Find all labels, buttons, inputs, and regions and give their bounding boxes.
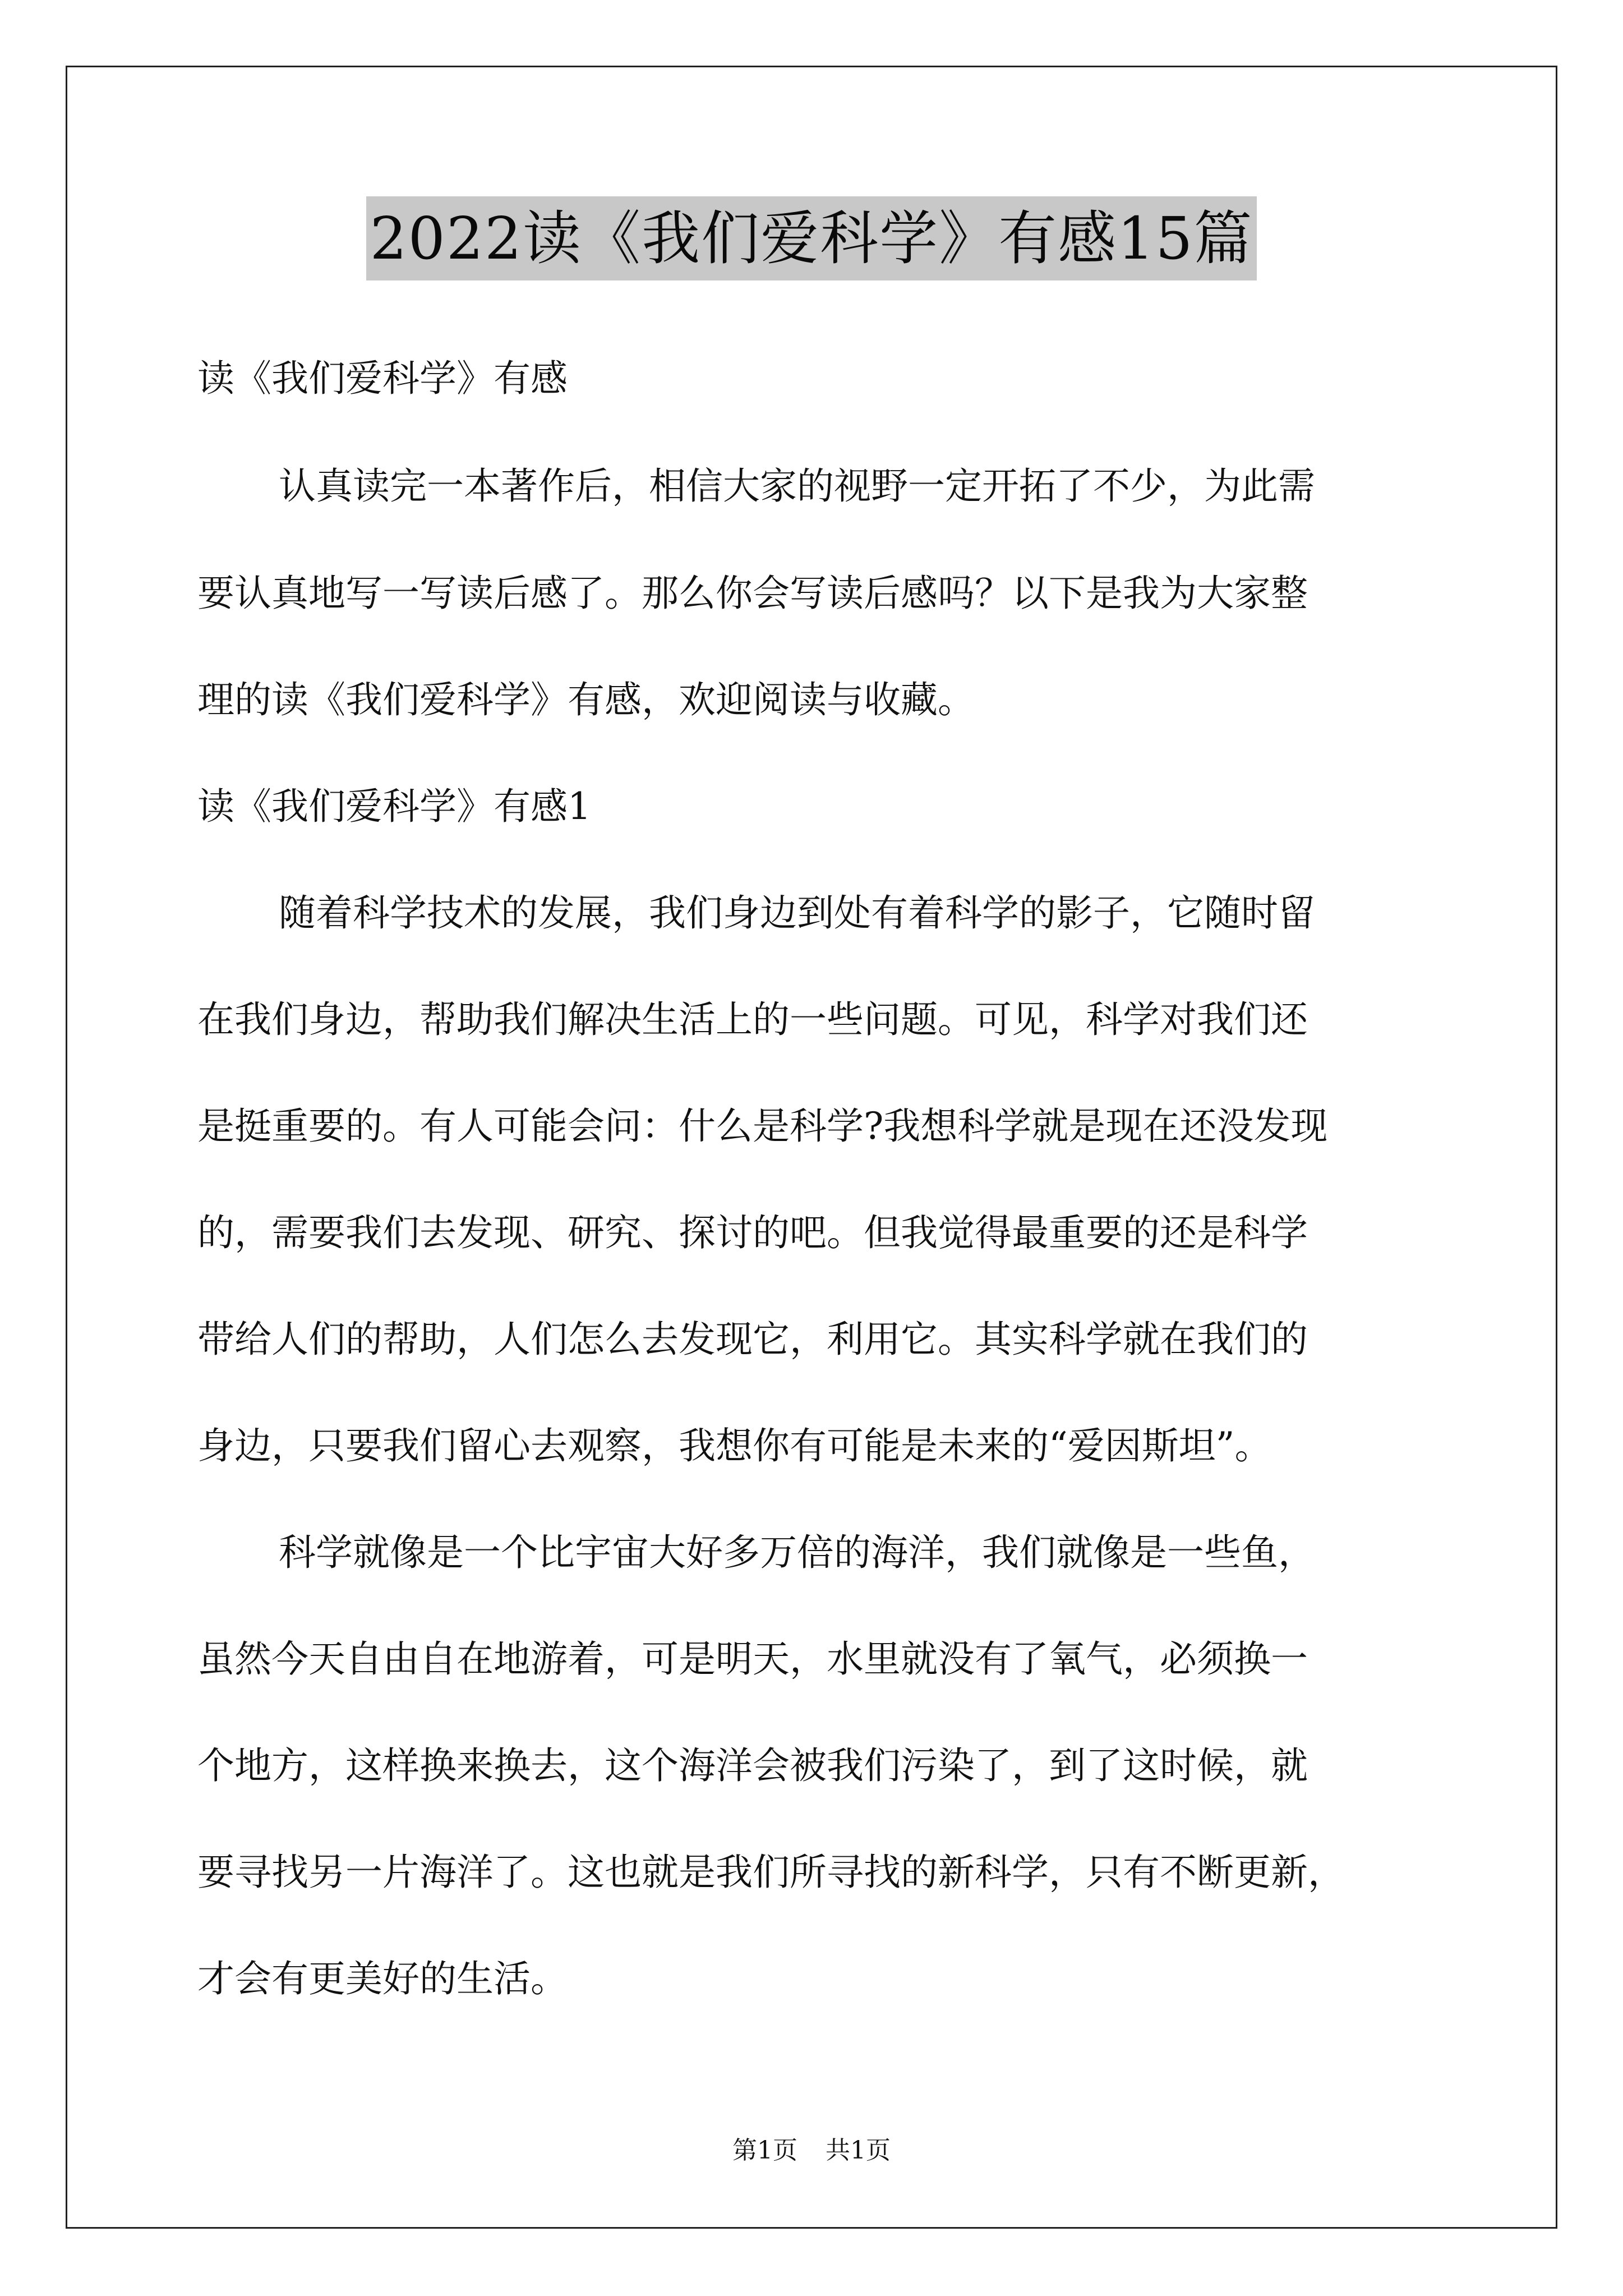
section1-p2-line-2: 虽然今天自由自在地游着，可是明天，水里就没有了氧气，必须换一 <box>197 1637 1308 1681</box>
intro-heading: 读《我们爱科学》有感 <box>197 357 568 400</box>
title-wrap <box>0 196 1623 280</box>
section1-p2-line-3: 个地方，这样换来换去，这个海洋会被我们污染了，到了这时候，就 <box>197 1744 1308 1787</box>
section1-p2-line-5: 才会有更美好的生活。 <box>197 1957 568 2000</box>
section1-p1-line-5: 带给人们的帮助，人们怎么去发现它，利用它。其实科学就在我们的 <box>197 1318 1308 1361</box>
page-total-label: 共1页 <box>826 2136 891 2165</box>
section1-p1-line-3: 是挺重要的。有人可能会问：什么是科学?我想科学就是现在还没发现 <box>197 1105 1328 1148</box>
section1-p2-line-4: 要寻找另一片海洋了。这也就是我们所寻找的新科学，只有不断更新， <box>197 1851 1345 1894</box>
section1-p1-line-2: 在我们身边，帮助我们解决生活上的一些问题。可见，科学对我们还 <box>197 998 1308 1041</box>
page-number-label: 第1页 <box>732 2136 797 2165</box>
intro-line-3: 理的读《我们爱科学》有感，欢迎阅读与收藏。 <box>197 678 975 721</box>
section1-p1-line-4: 的，需要我们去发现、研究、探讨的吧。但我觉得最重要的还是科学 <box>197 1211 1308 1254</box>
document-title: 2022读《我们爱科学》有感15篇 <box>366 196 1256 280</box>
section1-p1-line-6: 身边，只要我们留心去观察，我想你有可能是未来的“爱因斯坦”。 <box>197 1424 1272 1467</box>
page-footer <box>0 2134 1623 2168</box>
section1-p2-line-1: 科学就像是一个比宇宙大好多万倍的海洋，我们就像是一些鱼， <box>279 1531 1315 1574</box>
section1-p1-line-1: 随着科学技术的发展，我们身边到处有着科学的影子，它随时留 <box>279 891 1315 935</box>
intro-line-2: 要认真地写一写读后感了。那么你会写读后感吗？以下是我为大家整 <box>197 572 1308 615</box>
intro-line-1: 认真读完一本著作后，相信大家的视野一定开拓了不少，为此需 <box>279 464 1315 508</box>
section1-heading: 读《我们爱科学》有感1 <box>197 785 591 828</box>
